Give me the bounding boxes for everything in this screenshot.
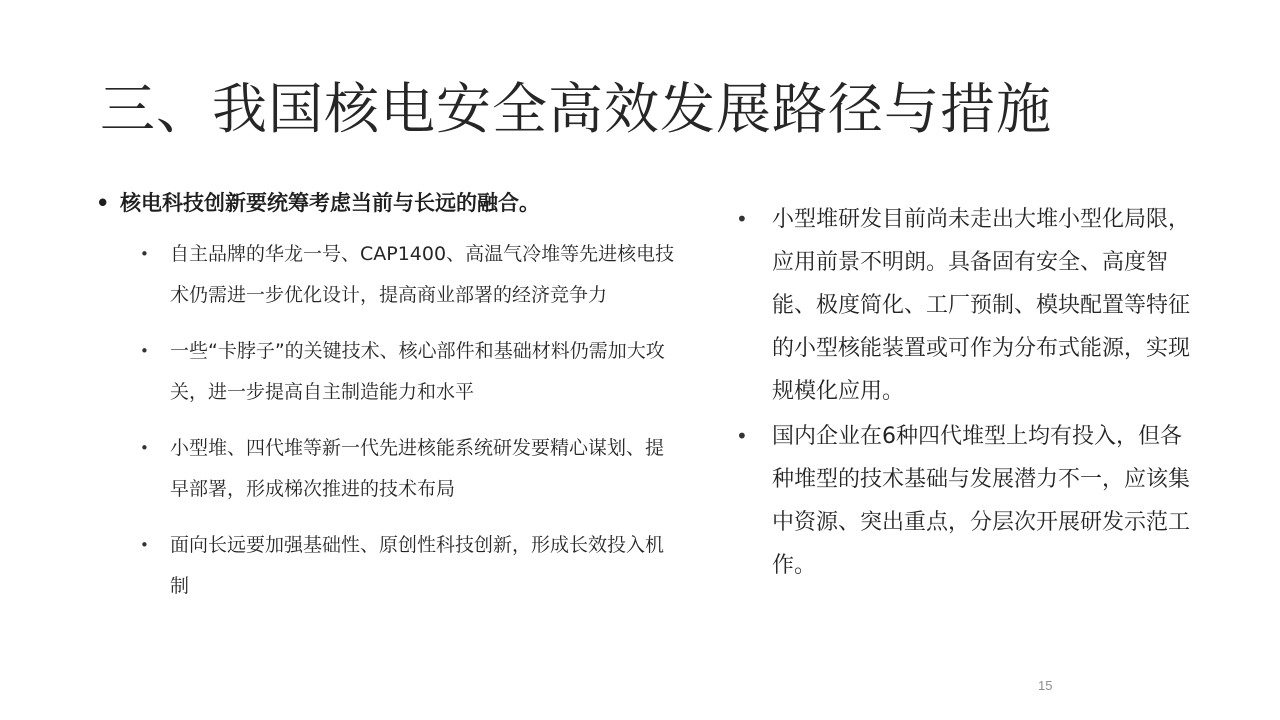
- page-number: 15: [1038, 678, 1053, 693]
- sub-bullet-list: [96, 234, 696, 607]
- sub-bullet-item: [140, 525, 696, 607]
- right-bullet-item: [736, 415, 1196, 587]
- sub-point-text: 一些“卡脖子”的关键技术、核心部件和基础材料仍需加大攻关，进一步提高自主制造能力和水平: [170, 340, 665, 403]
- bullet-dot: •: [140, 439, 149, 457]
- right-bullet-item: [736, 198, 1196, 413]
- sub-bullet-item: [140, 428, 696, 510]
- sub-bullet-item: [140, 331, 696, 413]
- right-point-text: 小型堆研发目前尚未走出大堆小型化局限，应用前景不明朗。具备固有安全、高度智能、极度简化、工厂预制、模块配置等特征的小型核能装置或可作为分布式能源，实现规模化应用。: [772, 207, 1191, 404]
- sub-point-text: 面向长远要加强基础性、原创性科技创新，形成长效投入机制: [170, 534, 665, 597]
- bullet-dot: •: [140, 245, 149, 263]
- sub-point-text: 小型堆、四代堆等新一代先进核能系统研发要精心谋划、提早部署，形成梯次推进的技术布局: [170, 437, 665, 500]
- bullet-dot: •: [736, 424, 748, 448]
- right-point-text: 国内企业在6种四代堆型上均有投入，但各种堆型的技术基础与发展潜力不一，应该集中资源、突出重点，分层次开展研发示范工作。: [772, 424, 1191, 578]
- bullet-dot: •: [140, 536, 149, 554]
- slide-title: 三、我国核电安全高效发展路径与措施: [100, 77, 1053, 141]
- bullet-dot: •: [96, 191, 110, 215]
- bullet-dot: •: [736, 207, 748, 231]
- main-point-text: 核电科技创新要统筹考虑当前与长远的融合。: [120, 191, 540, 215]
- right-column: [736, 198, 1196, 589]
- sub-point-text: 自主品牌的华龙一号、CAP1400、高温气冷堆等先进核电技术仍需进一步优化设计，提高商业部署的经济竞争力: [170, 243, 675, 306]
- sub-bullet-item: [140, 234, 696, 316]
- left-column: [96, 186, 696, 622]
- main-bullet-point: [96, 186, 696, 220]
- bullet-dot: •: [140, 342, 149, 360]
